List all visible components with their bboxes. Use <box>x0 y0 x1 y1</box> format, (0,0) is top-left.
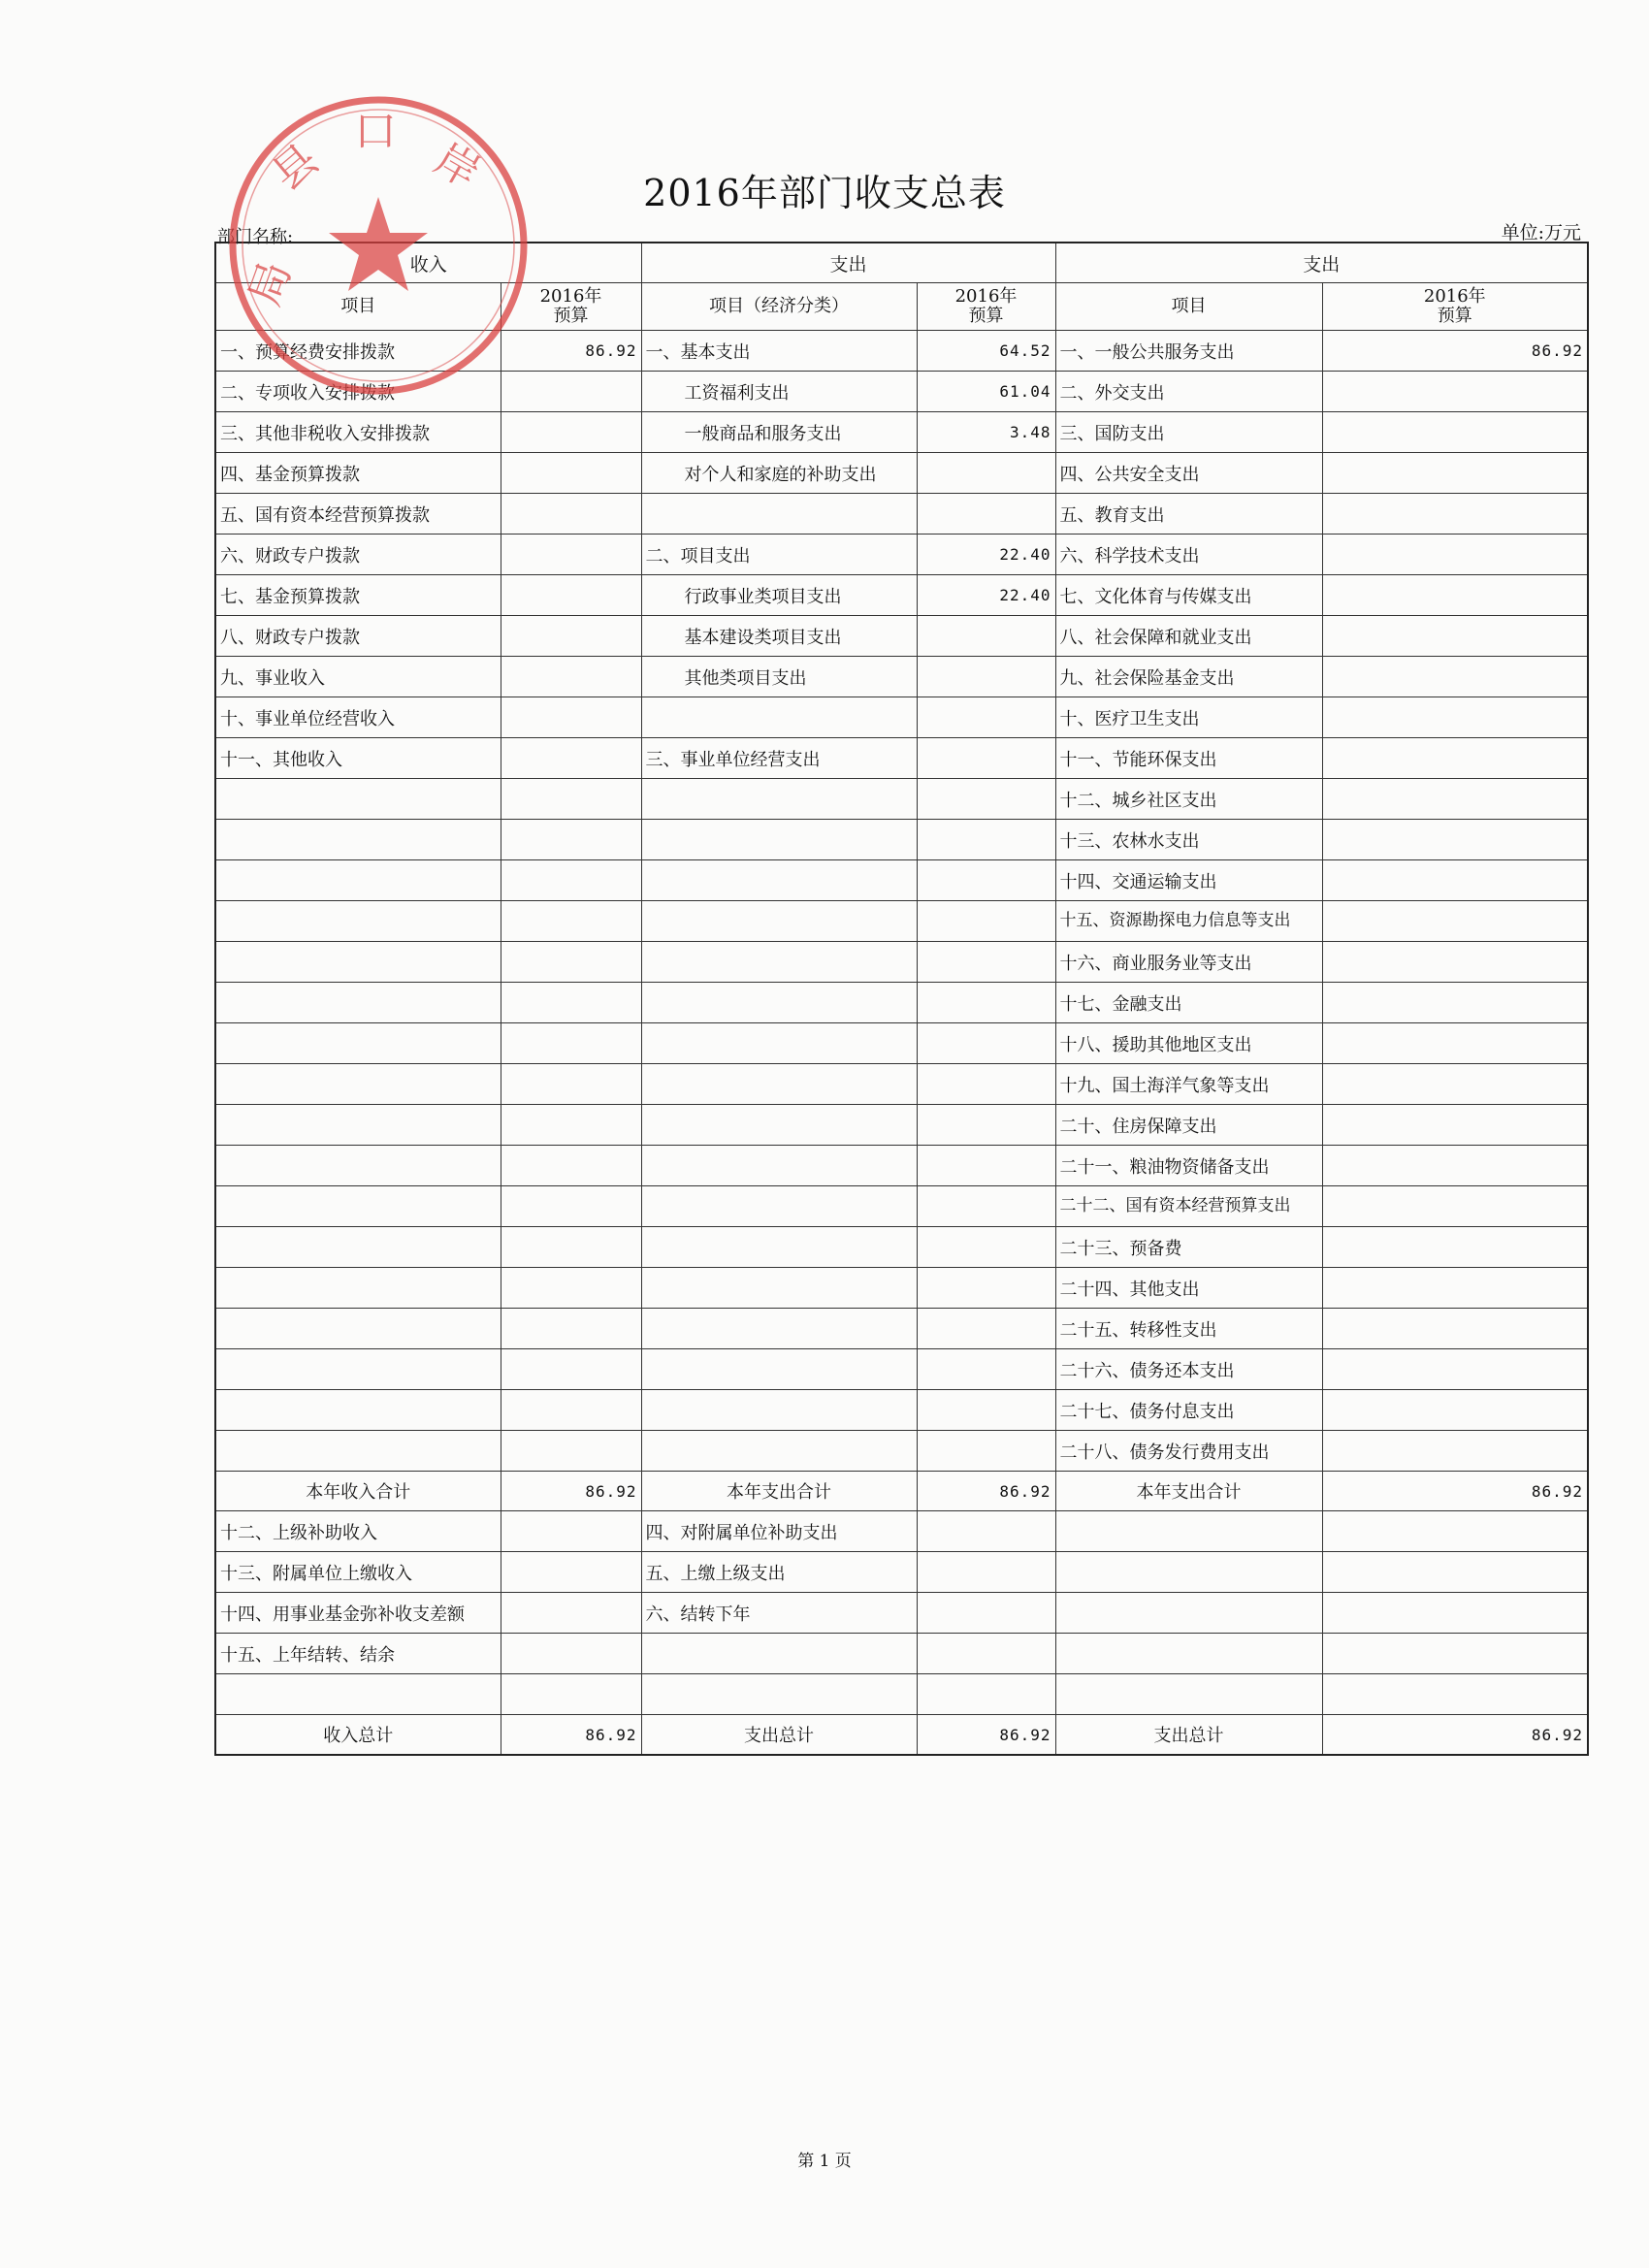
expense-econ-item: 四、对附属单位补助支出 <box>641 1511 917 1552</box>
expense-func-budget <box>1322 372 1588 412</box>
table-row <box>215 1186 1588 1227</box>
summary-table <box>214 242 1589 1756</box>
expense-econ-budget <box>917 1186 1055 1227</box>
expense-econ-budget <box>917 1146 1055 1186</box>
expense-econ-budget <box>917 1349 1055 1390</box>
expense-econ-item <box>641 1268 917 1309</box>
income-budget <box>501 1634 641 1674</box>
expense-econ-item: 一、基本支出 <box>641 331 917 372</box>
expense-func-item <box>1055 1634 1322 1674</box>
grand-total-row <box>215 1715 1588 1756</box>
income-budget <box>501 1349 641 1390</box>
expense-econ-item <box>641 1023 917 1064</box>
income-item: 九、事业收入 <box>215 657 501 697</box>
income-item <box>215 1227 501 1268</box>
income-item <box>215 1268 501 1309</box>
expense-econ-budget <box>917 1593 1055 1634</box>
income-item: 十四、用事业基金弥补收支差额 <box>215 1593 501 1634</box>
expense-func-item: 四、公共安全支出 <box>1055 453 1322 494</box>
expense-econ-item <box>641 942 917 983</box>
income-item <box>215 779 501 820</box>
expense-econ-item: 基本建设类项目支出 <box>641 616 917 657</box>
expense-func-budget <box>1322 1105 1588 1146</box>
expense-econ-item: 一般商品和服务支出 <box>641 412 917 453</box>
income-item <box>215 1146 501 1186</box>
income-budget <box>501 1105 641 1146</box>
income-item <box>215 1064 501 1105</box>
income-budget <box>501 616 641 657</box>
expense-func-item <box>1055 1593 1322 1634</box>
seal-character: 县 <box>263 135 328 201</box>
income-item <box>215 1674 501 1715</box>
income-item <box>215 1390 501 1431</box>
department-label: 部门名称: <box>217 227 294 247</box>
year-income-total-value: 86.92 <box>501 1472 641 1511</box>
expense-func-budget <box>1322 1431 1588 1472</box>
expense-econ-budget: 3.48 <box>917 412 1055 453</box>
table-row <box>215 1593 1588 1634</box>
seal-character: 口 <box>354 107 397 156</box>
expense-func-budget <box>1322 494 1588 535</box>
expense-func-budget <box>1322 1674 1588 1715</box>
expense-econ-budget <box>917 1064 1055 1105</box>
expense-func-item: 二十、住房保障支出 <box>1055 1105 1322 1146</box>
grand-func-total-label: 支出总计 <box>1055 1715 1322 1756</box>
expense-func-budget <box>1322 1309 1588 1349</box>
expense-econ-budget <box>917 1674 1055 1715</box>
income-item <box>215 1431 501 1472</box>
year-expense-total-label: 本年支出合计 <box>641 1472 917 1511</box>
expense-func-item: 十六、商业服务业等支出 <box>1055 942 1322 983</box>
expense-func-budget <box>1322 575 1588 616</box>
expense-econ-item <box>641 1634 917 1674</box>
income-budget: 86.92 <box>501 331 641 372</box>
expense-func-item: 十、医疗卫生支出 <box>1055 697 1322 738</box>
year-income-total-label: 本年收入合计 <box>215 1472 501 1511</box>
grand-income-total-label: 收入总计 <box>215 1715 501 1756</box>
income-item <box>215 1186 501 1227</box>
grand-func-total-value: 86.92 <box>1322 1715 1588 1756</box>
expense-econ-budget <box>917 738 1055 779</box>
year-func-total-value: 86.92 <box>1322 1472 1588 1511</box>
income-item: 六、财政专户拨款 <box>215 535 501 575</box>
income-budget <box>501 779 641 820</box>
grand-expense-total-value: 86.92 <box>917 1715 1055 1756</box>
expense-econ-budget <box>917 657 1055 697</box>
income-budget <box>501 1146 641 1186</box>
table-row <box>215 697 1588 738</box>
summary-table-container <box>214 242 1587 1756</box>
expense-func-item: 二十二、国有资本经营预算支出 <box>1055 1186 1322 1227</box>
expense-econ-item: 六、结转下年 <box>641 1593 917 1634</box>
expense-func-budget <box>1322 616 1588 657</box>
expense-func-item: 二十七、债务付息支出 <box>1055 1390 1322 1431</box>
expense-func-budget <box>1322 1268 1588 1309</box>
expense-econ-item <box>641 1105 917 1146</box>
income-budget <box>501 1309 641 1349</box>
income-budget <box>501 1186 641 1227</box>
page-number: 第 1 页 <box>797 2152 852 2171</box>
income-budget <box>501 494 641 535</box>
expense-econ-budget <box>917 1227 1055 1268</box>
table-row <box>215 1227 1588 1268</box>
expense-econ-budget <box>917 697 1055 738</box>
expense-econ-item: 其他类项目支出 <box>641 657 917 697</box>
table-row <box>215 1268 1588 1309</box>
income-budget <box>501 1064 641 1105</box>
expense-func-budget <box>1322 1146 1588 1186</box>
expense-func-item: 十五、资源勘探电力信息等支出 <box>1055 901 1322 942</box>
table-row <box>215 1390 1588 1431</box>
income-item: 十一、其他收入 <box>215 738 501 779</box>
income-budget <box>501 697 641 738</box>
table-row <box>215 575 1588 616</box>
page-title: 2016年部门收支总表 <box>643 172 1006 214</box>
expense-econ-budget <box>917 983 1055 1023</box>
expense-econ-item: 工资福利支出 <box>641 372 917 412</box>
expense-func-item: 二十一、粮油物资储备支出 <box>1055 1146 1322 1186</box>
expense-econ-budget <box>917 1634 1055 1674</box>
expense-econ-item: 对个人和家庭的补助支出 <box>641 453 917 494</box>
col-header-econ-item: 项目（经济分类） <box>641 283 917 331</box>
expense-econ-item <box>641 1186 917 1227</box>
expense-econ-item <box>641 1390 917 1431</box>
income-item <box>215 901 501 942</box>
expense-func-budget <box>1322 657 1588 697</box>
seal-character: 局 <box>240 254 302 312</box>
expense-econ-item <box>641 1064 917 1105</box>
income-item <box>215 942 501 983</box>
expense-econ-budget <box>917 1552 1055 1593</box>
expense-econ-budget <box>917 1309 1055 1349</box>
expense-func-item: 二十三、预备费 <box>1055 1227 1322 1268</box>
expense-func-budget <box>1322 1634 1588 1674</box>
year-func-total-label: 本年支出合计 <box>1055 1472 1322 1511</box>
expense-econ-budget <box>917 901 1055 942</box>
expense-func-item: 十四、交通运输支出 <box>1055 860 1322 901</box>
income-budget <box>501 412 641 453</box>
table-row <box>215 779 1588 820</box>
expense-econ-budget: 61.04 <box>917 372 1055 412</box>
seal-character: 岸 <box>426 134 489 199</box>
expense-func-item: 六、科学技术支出 <box>1055 535 1322 575</box>
table-row <box>215 1105 1588 1146</box>
income-budget <box>501 1390 641 1431</box>
expense-func-item: 十九、国土海洋气象等支出 <box>1055 1064 1322 1105</box>
income-item: 十二、上级补助收入 <box>215 1511 501 1552</box>
expense-econ-item: 行政事业类项目支出 <box>641 575 917 616</box>
table-row <box>215 535 1588 575</box>
expense-func-item: 十一、节能环保支出 <box>1055 738 1322 779</box>
year-total-row <box>215 1472 1588 1511</box>
expense-econ-item <box>641 860 917 901</box>
expense-econ-budget <box>917 494 1055 535</box>
col-header-func-item: 项目 <box>1055 283 1322 331</box>
expense-func-item <box>1055 1674 1322 1715</box>
income-item: 一、预算经费安排拨款 <box>215 331 501 372</box>
income-budget <box>501 1023 641 1064</box>
expense-econ-item <box>641 697 917 738</box>
expense-func-item: 九、社会保险基金支出 <box>1055 657 1322 697</box>
expense-func-budget <box>1322 697 1588 738</box>
expense-econ-budget <box>917 942 1055 983</box>
expense-func-item: 二十五、转移性支出 <box>1055 1309 1322 1349</box>
expense-func-budget <box>1322 1064 1588 1105</box>
income-item: 二、专项收入安排拨款 <box>215 372 501 412</box>
expense-econ-budget <box>917 1023 1055 1064</box>
income-budget <box>501 575 641 616</box>
expense-econ-item <box>641 1431 917 1472</box>
col-header-func-budget: 2016年 预算 <box>1322 283 1588 331</box>
table-row <box>215 860 1588 901</box>
income-item: 三、其他非税收入安排拨款 <box>215 412 501 453</box>
income-budget <box>501 942 641 983</box>
expense-econ-item <box>641 901 917 942</box>
income-budget <box>501 1552 641 1593</box>
expense-econ-item <box>641 1349 917 1390</box>
expense-func-item: 十八、援助其他地区支出 <box>1055 1023 1322 1064</box>
table-row <box>215 412 1588 453</box>
expense-func-item: 二十四、其他支出 <box>1055 1268 1322 1309</box>
income-item <box>215 1349 501 1390</box>
income-budget <box>501 1511 641 1552</box>
expense-econ-budget <box>917 1390 1055 1431</box>
expense-econ-item: 二、项目支出 <box>641 535 917 575</box>
income-item: 五、国有资本经营预算拨款 <box>215 494 501 535</box>
table-row <box>215 1146 1588 1186</box>
expense-func-budget <box>1322 901 1588 942</box>
expense-econ-item <box>641 1227 917 1268</box>
expense-func-budget <box>1322 1593 1588 1634</box>
expense-econ-item <box>641 983 917 1023</box>
expense-func-item: 二十八、债务发行费用支出 <box>1055 1431 1322 1472</box>
expense-econ-budget <box>917 1268 1055 1309</box>
income-budget <box>501 657 641 697</box>
income-item <box>215 983 501 1023</box>
year-expense-total-value: 86.92 <box>917 1472 1055 1511</box>
expense-func-budget <box>1322 779 1588 820</box>
income-item <box>215 820 501 860</box>
expense-func-item: 十二、城乡社区支出 <box>1055 779 1322 820</box>
expense-func-item: 十七、金融支出 <box>1055 983 1322 1023</box>
income-budget <box>501 820 641 860</box>
expense-func-budget <box>1322 983 1588 1023</box>
expense-econ-budget: 22.40 <box>917 575 1055 616</box>
expense-func-budget <box>1322 1349 1588 1390</box>
table-row <box>215 1674 1588 1715</box>
expense-econ-budget <box>917 779 1055 820</box>
expense-func-item: 八、社会保障和就业支出 <box>1055 616 1322 657</box>
expense-func-budget <box>1322 738 1588 779</box>
expense-econ-budget <box>917 820 1055 860</box>
expense-func-item: 五、教育支出 <box>1055 494 1322 535</box>
table-row <box>215 616 1588 657</box>
official-seal <box>218 85 538 405</box>
table-row <box>215 1431 1588 1472</box>
income-budget <box>501 1227 641 1268</box>
unit-label: 单位:万元 <box>1501 222 1581 243</box>
grand-income-total-value: 86.92 <box>501 1715 641 1756</box>
expense-econ-item <box>641 1146 917 1186</box>
expense-func-budget <box>1322 535 1588 575</box>
expense-func-budget <box>1322 1511 1588 1552</box>
col-header-income-item: 项目 <box>215 283 501 331</box>
table-row <box>215 1349 1588 1390</box>
expense-econ-budget: 22.40 <box>917 535 1055 575</box>
expense-func-budget <box>1322 453 1588 494</box>
income-item: 十五、上年结转、结余 <box>215 1634 501 1674</box>
expense-func-item: 十三、农林水支出 <box>1055 820 1322 860</box>
table-row <box>215 820 1588 860</box>
expense-func-item: 三、国防支出 <box>1055 412 1322 453</box>
income-budget <box>501 1268 641 1309</box>
income-item: 四、基金预算拨款 <box>215 453 501 494</box>
expense-econ-budget <box>917 616 1055 657</box>
table-row <box>215 942 1588 983</box>
expense-econ-budget: 64.52 <box>917 331 1055 372</box>
income-budget <box>501 535 641 575</box>
expense-econ-budget <box>917 1511 1055 1552</box>
col-header-income-budget: 2016年 预算 <box>501 283 641 331</box>
income-item <box>215 1105 501 1146</box>
expense-econ-budget <box>917 1105 1055 1146</box>
income-item <box>215 860 501 901</box>
expense-func-budget <box>1322 1186 1588 1227</box>
expense-func-header: 支出 <box>1055 243 1588 283</box>
income-budget <box>501 983 641 1023</box>
expense-econ-item <box>641 779 917 820</box>
expense-func-budget <box>1322 942 1588 983</box>
seal-star-icon <box>329 197 428 291</box>
income-budget <box>501 738 641 779</box>
expense-func-item: 二十六、债务还本支出 <box>1055 1349 1322 1390</box>
table-row <box>215 1511 1588 1552</box>
expense-econ-item: 五、上缴上级支出 <box>641 1552 917 1593</box>
table-row <box>215 1064 1588 1105</box>
expense-econ-header: 支出 <box>641 243 1055 283</box>
table-row <box>215 453 1588 494</box>
expense-func-budget <box>1322 1390 1588 1431</box>
income-item: 十三、附属单位上缴收入 <box>215 1552 501 1593</box>
table-row <box>215 1023 1588 1064</box>
income-header: 收入 <box>215 243 641 283</box>
income-budget <box>501 901 641 942</box>
expense-func-budget <box>1322 860 1588 901</box>
expense-func-item: 一、一般公共服务支出 <box>1055 331 1322 372</box>
table-row <box>215 1309 1588 1349</box>
income-budget <box>501 1674 641 1715</box>
table-row <box>215 494 1588 535</box>
income-item: 八、财政专户拨款 <box>215 616 501 657</box>
expense-econ-budget <box>917 453 1055 494</box>
expense-func-item <box>1055 1511 1322 1552</box>
expense-econ-item: 三、事业单位经营支出 <box>641 738 917 779</box>
expense-econ-item <box>641 1309 917 1349</box>
income-budget <box>501 860 641 901</box>
expense-func-budget <box>1322 412 1588 453</box>
col-header-econ-budget: 2016年 预算 <box>917 283 1055 331</box>
grand-expense-total-label: 支出总计 <box>641 1715 917 1756</box>
expense-func-item <box>1055 1552 1322 1593</box>
expense-func-item: 七、文化体育与传媒支出 <box>1055 575 1322 616</box>
income-budget <box>501 1431 641 1472</box>
expense-econ-item <box>641 820 917 860</box>
expense-func-budget <box>1322 1023 1588 1064</box>
expense-func-item: 二、外交支出 <box>1055 372 1322 412</box>
income-budget <box>501 1593 641 1634</box>
table-row <box>215 738 1588 779</box>
expense-econ-budget <box>917 1431 1055 1472</box>
income-item: 十、事业单位经营收入 <box>215 697 501 738</box>
income-item <box>215 1309 501 1349</box>
income-budget <box>501 453 641 494</box>
expense-func-budget <box>1322 1227 1588 1268</box>
income-item: 七、基金预算拨款 <box>215 575 501 616</box>
table-row <box>215 657 1588 697</box>
expense-func-budget <box>1322 820 1588 860</box>
expense-econ-item <box>641 1674 917 1715</box>
table-row <box>215 1552 1588 1593</box>
table-row <box>215 901 1588 942</box>
expense-func-budget <box>1322 1552 1588 1593</box>
expense-econ-item <box>641 494 917 535</box>
income-item <box>215 1023 501 1064</box>
table-row <box>215 983 1588 1023</box>
table-row <box>215 1634 1588 1674</box>
expense-econ-budget <box>917 860 1055 901</box>
expense-func-budget: 86.92 <box>1322 331 1588 372</box>
